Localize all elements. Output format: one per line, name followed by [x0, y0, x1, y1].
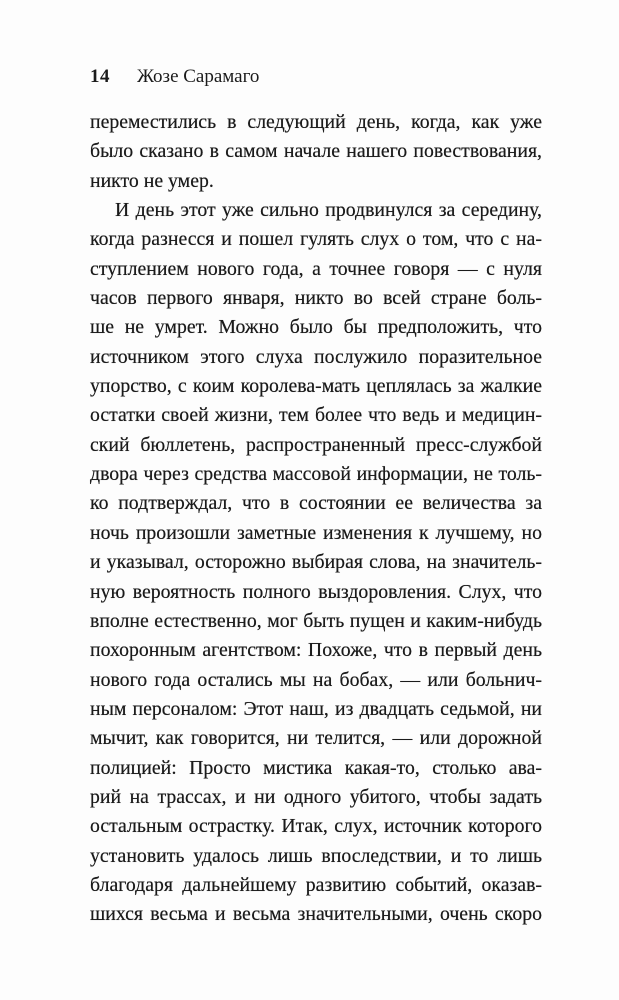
text-line: ступлением нового года, а точнее говоря — с нуля: [90, 257, 542, 280]
page-header: [90, 66, 542, 88]
text-line: полицией: Просто мистика какая-то, столько ава-: [90, 756, 542, 779]
text-line: благодаря дальнейшему развитию событий, оказав-: [90, 873, 542, 896]
running-head-author: Жозе Сарамаго: [137, 66, 260, 87]
text-line: шихся весьма и весьма значительными, очень скоро: [90, 903, 542, 926]
text-line: ше не умрет. Можно было бы предположить, что: [90, 316, 542, 339]
text-line: похоронным агентством: Похоже, что в первый день: [90, 639, 542, 662]
text-line: ко подтверждал, что в состоянии ее величества за: [90, 492, 542, 515]
text-line: остальным острастку. Итак, слух, источник которого: [90, 815, 542, 838]
page-number: 14: [90, 66, 110, 87]
text-line: переместились в следующий день, когда, как уже: [90, 111, 542, 133]
text-line: ным персоналом: Этот наш, из двадцать седьмой, ни: [90, 697, 542, 720]
text-line: ский бюллетень, распространенный пресс-службой: [90, 433, 542, 456]
text-line: было сказано в самом начале нашего повествования,: [90, 140, 542, 163]
text-line: ночь произошли заметные изменения к лучшему, но: [90, 521, 542, 544]
text-line: и указывал, осторожно выбирая слова, на значитель-: [90, 551, 542, 574]
text-line: вполне естественно, мог быть пущен и каким-нибудь: [90, 609, 542, 632]
text-line: двора через средства массовой информации, не толь-: [90, 463, 542, 486]
text-line: ную вероятность полного выздоровления. Слух, что: [90, 580, 542, 603]
page-body: [90, 108, 542, 930]
text-line: И день этот уже сильно продвинулся за середину,: [115, 199, 542, 222]
text-line: упорство, с коим королева-мать цеплялась за жалкие: [90, 375, 542, 398]
text-line: никто не умер.: [90, 169, 214, 192]
text-line: часов первого января, никто во всей стране боль-: [90, 287, 542, 310]
text-line: остатки своей жизни, тем более что ведь и медицин-: [90, 404, 542, 427]
text-line: нового года остались мы на бобах, — или больнич-: [90, 668, 542, 691]
text-line: мычит, как говорится, ни телится, — или дорожной: [90, 727, 542, 750]
text-line: установить удалось лишь впоследствии, и то лишь: [90, 844, 542, 867]
text-line: источником этого слуха послужило поразительное: [90, 345, 542, 368]
text-line: когда разнесся и пошел гулять слух о том, что с на-: [90, 228, 542, 251]
text-line: рий на трассах, и ни одного убитого, чтобы задать: [90, 785, 542, 808]
